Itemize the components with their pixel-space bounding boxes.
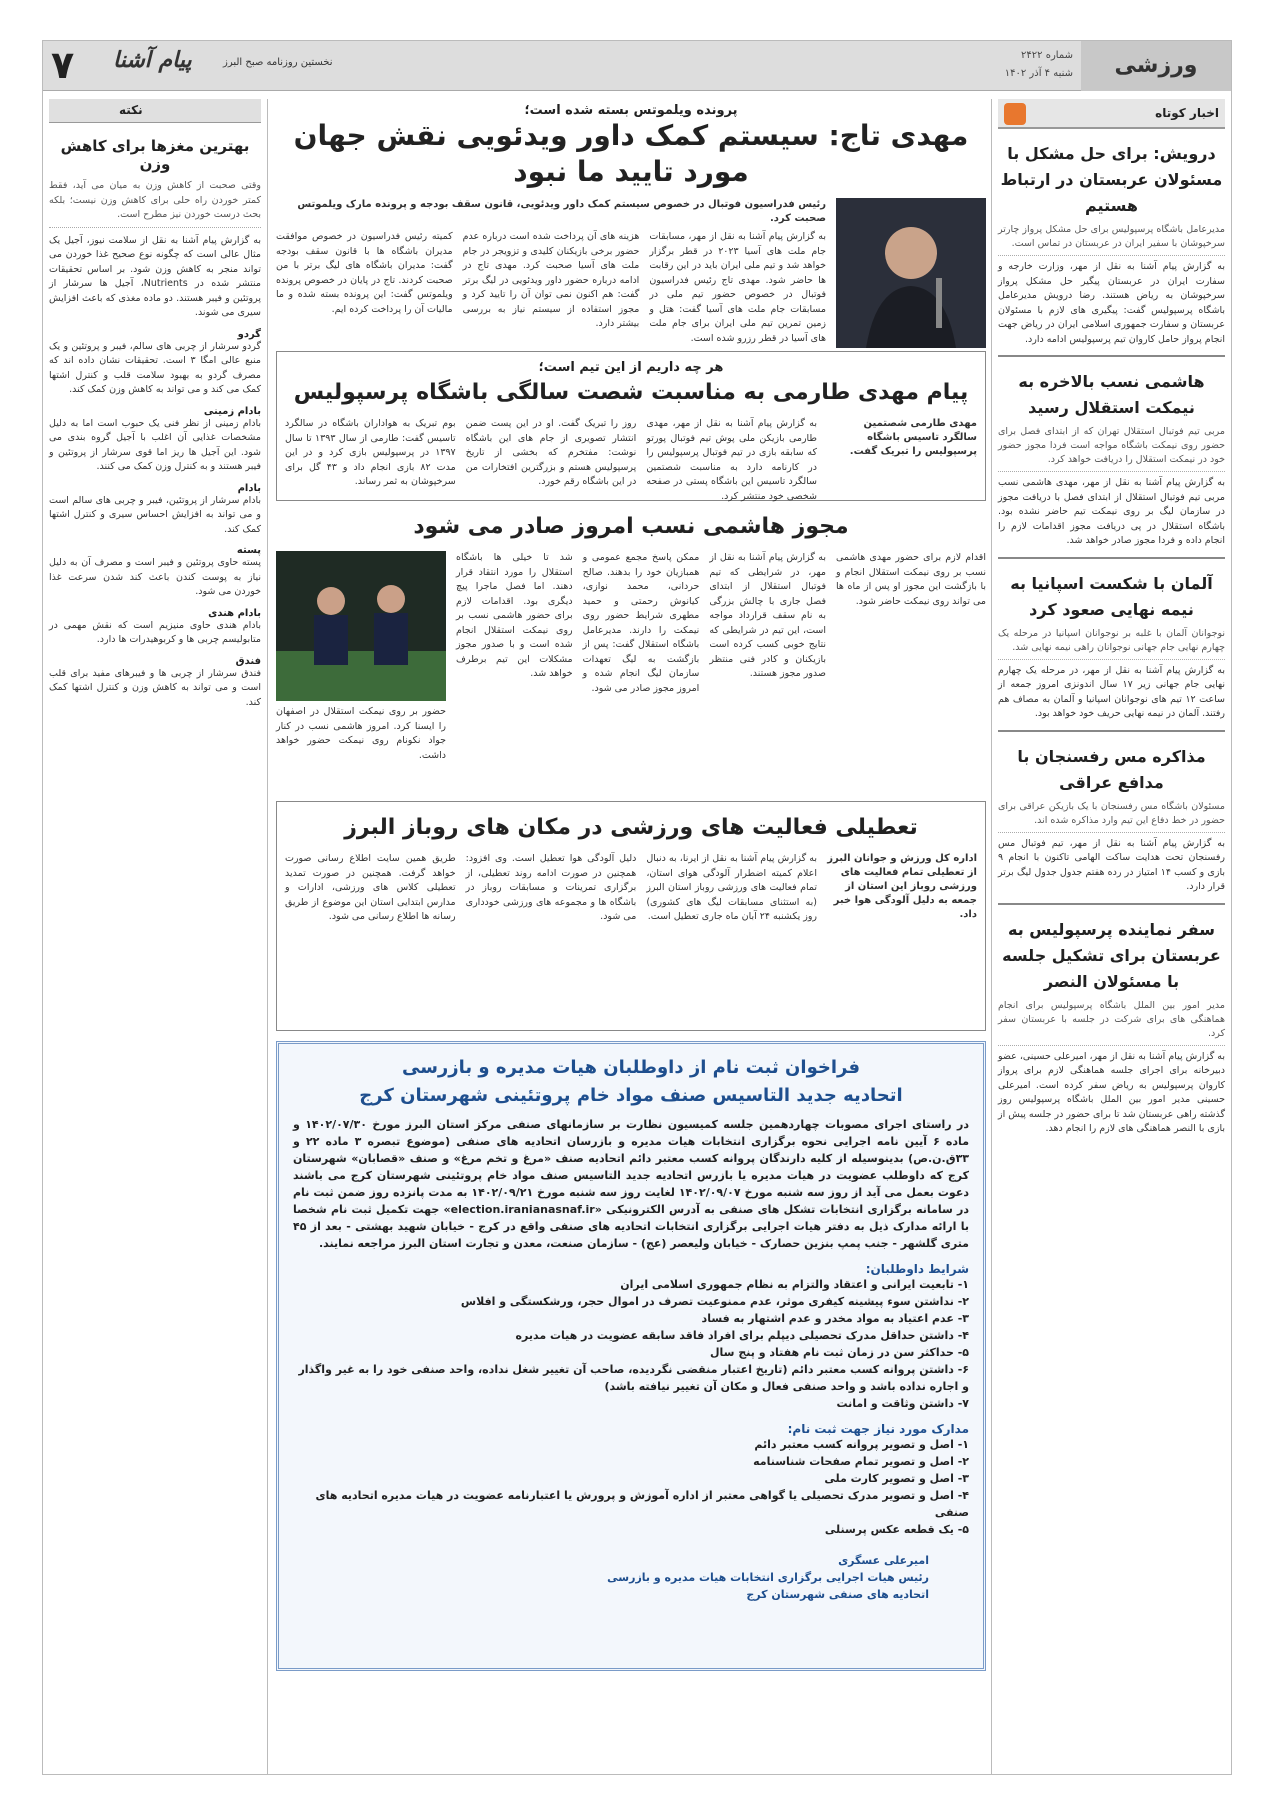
story-text: ممکن پاسخ مجمع عمومی و همبازیان خود را بدهند. صالح حردانی، محمد نوازی، کیانوش رحمتی و حمید مطهری شرایط حضور روی نیمکت را دارند. مدیرعامل باشگاه استقلال گفت: پس از بازگشت به لیگ تعهدات سازمان لیگ انجام شده و امروز مجوز صادر می شود. [582, 552, 700, 694]
ad-paragraph: در راستای اجرای مصوبات چهاردهمین جلسه کمیسیون نظارت بر سازمانهای صنفی مرکز استان البرز مورخ ۱۴۰۲/۰۷/۳۰ و ماده ۶ آیین نامه اجرایی نحوه برگزاری انتخابات هیات مدیره و بازرسان اتحادیه های صنفی (موضوع تبصره ۳ ماده ۲۲ و ۳۳ق.ن.ص) بدینوسیله از کلیه دارندگان پروانه کسب معتبر دائم اتحادیه صنف «مرغ و تخم مرغ» و صنف «قصابان» شهرستان کرج که داوطلب عضویت در هیات مدیره یا بازرس اتحادیه جدید التاسیس صنف مواد خام پروتئینی شهرستان کرج می باشند دعوت بعمل می آید از روز سه شنبه مورخ ۱۴۰۲/۰۹/۰۷ لغایت روز سه شنبه مورخ ۱۴۰۲/۰۹/۲۱ به مدت پانزده روز ضمن ثبت نام در سامانه برگزاری انتخابات تشکل های صنفی به آدرس الکترونیکی «election.iranianasnaf.ir» جهت تکمیل ثبت نام شخصا با ارائه مدارک ذیل به دفتر هیات اجرایی برگزاری انتخابات اتحادیه های صنفی واقع در کرج - خیابان شهید بهشتی - بعد از ۴۵ متری گلشهر - جنب پمپ بنزین حصارک - خیابان ولیعصر (عج) - سازمان صنعت، معدن و تجارت استان البرز مراجعه نمایند. [293, 1118, 970, 1250]
ad-title: فراخوان ثبت نام از داوطلبان هیات مدیره و بازرسی [402, 1057, 860, 1078]
story-taremi [276, 351, 986, 501]
story-photo-col [836, 198, 986, 348]
tip-text: فندق سرشار از چربی ها و فیبرهای مفید برای قلب است و می تواند به کاهش وزن و کنترل اشتها کمک کند. [49, 667, 261, 708]
issue-number: شماره ۲۴۲۲ [1021, 50, 1073, 61]
story-text: بوم تبریک به هواداران باشگاه در سالگرد تاسیس گفت: طارمی از سال ۱۳۹۳ تا سال ۱۳۹۷ در پرسپولیس بازی کرد و در این مدت ۸۲ بازی انجام داد و ۴۳ گل برای سرخپوشان به ثمر رساند. [284, 418, 456, 487]
signatory-role: رئیس هیات اجرایی برگزاری انتخابات هیات مدیره و بازرسی [607, 1571, 929, 1584]
signatory-name: امیرعلی عسگری [838, 1554, 929, 1567]
newspaper-page [42, 40, 1232, 1775]
issue-date: شنبه ۴ آذر ۱۴۰۲ [1004, 68, 1073, 79]
tip-text: بادام زمینی از نظر فنی یک حبوب است اما به دلیل مشخصات غذایی آن اغلب با آجیل گروه بندی می شود. این آجیل ها ریز اما قوی سرشار از پروتئین و فیبر هستند و به کنترل وزن کمک می کنند. [49, 417, 261, 472]
news-item [998, 141, 1225, 347]
story-text: به گزارش پیام آشنا به نقل از ایرنا، به دنبال اعلام کمیته اضطرار آلودگی هوای استان، تمام فعالیت های ورزشی روباز استان البرز (به استثنای مسابقات لیگ های کشوری) روز یکشنبه ۲۴ آبان ماه جاری تعطیل است. [646, 853, 817, 922]
short-news-bar [998, 99, 1225, 129]
condition-item: ۴- داشتن حداقل مدرک تحصیلی دیپلم برای افراد فاقد سابقه عضویت در هیات مدیره [515, 1329, 969, 1342]
rss-icon [1004, 103, 1026, 125]
story-text: روز را تبریک گفت. او در این پست ضمن انتشار تصویری از جام های این باشگاه نوشت: مفتخرم که بخشی از تاریخ پرسپولیس هستم و بزرگترین افتخارات من در این باشگاه رقم خورد. [465, 418, 637, 487]
news-title: هاشمی نسب بالاخره به نیمکت استقلال رسید [1018, 372, 1205, 417]
news-item [998, 571, 1225, 722]
tip-subhead: گردو [237, 328, 261, 340]
news-item [998, 917, 1225, 1137]
tip-intro: به گزارش پیام آشنا به نقل از سلامت نیوز، آجیل یک مثال عالی است که چگونه نوع صحیح غذا خوردن می تواند منجر به کاهش وزن شود. بر اساس تحقیقات منتشر شده در Nutrients، آجیل ها سرشار از پروتئین و فیبر هستند. دو ماده مغذی که باعث افزایش سیری می شوند. [49, 234, 261, 318]
tip-text: بادام هندی حاوی منیزیم است که نقش مهمی در متابولیسم چربی ها و کربوهیدرات ها دارد. [49, 619, 261, 645]
tip-subhead: فندق [235, 655, 261, 667]
taj-photo [836, 198, 986, 348]
photo-caption: حضور بر روی نیمکت استقلال در اصفهان را ایسنا کرد. امروز هاشمی نسب در کنار جواد نکونام روی نیمکت حضور خواهد داشت. [276, 706, 446, 761]
news-body: به گزارش پیام آشنا به نقل از مهر، در مرحله یک چهارم نهایی جام جهانی زیر ۱۷ سال اندونزی امروز جمعه از ساعت ۱۲ تیم های نوجوانان اسپانیا و آلمان به مصاف هم رفتند. آلمان در نیمه نهایی حریف خود خواهد بود. [998, 664, 1226, 719]
tagline: نخستین روزنامه صبح البرز [223, 57, 333, 68]
signature [293, 1552, 969, 1603]
story-text: کمیته رئیس فدراسیون در خصوص موافقت مدیران باشگاه ها با قانون سقف بودجه گفت: مدیران باشگاه های لیگ برتر با من صحبت کردند. تاج در پایان در خصوص پرونده ویلموتس گفت: این پرونده بسته شده و ما مالیات آن را پرداخت کرده ایم. [275, 231, 453, 315]
news-item [998, 744, 1225, 895]
tip-title: بهترین مغزها برای کاهش وزن [60, 137, 250, 173]
conditions-list [293, 1276, 969, 1412]
story-text: هزینه های آن پرداخت شده است درباره عدم حضور برخی بازیکنان کلیدی و تزویجر در جام ملت های آسیا صحبت کرد. مهدی تاج در ادامه درباره حضور داور ویدئویی در لیگ برتر گفت: هم اکنون نمی توان آن را تایید کرد و مجوز استفاده از سیستم نیاز به بررسی بیشتر دارد. [462, 231, 640, 329]
condition-item: ۶- داشتن پروانه کسب معتبر دائم (تاریخ اعتبار منقضی نگردیده، صاحب آن تغییر شغل نداده، واحد صنفی خود را به غیر واگذار و اجاره نداده باشد و واحد صنفی فعال و مکان آن تغییر نیافته باشد) [298, 1363, 969, 1393]
story-text: دلیل آلودگی هوا تعطیل است. وی افزود: همچنین در صورت ادامه روند تعطیلی، از برگزاری تمرینات و مسابقات روباز در باشگاه ها و مجموعه های ورزشی خودداری می شود. [465, 853, 637, 922]
documents-list [293, 1436, 969, 1538]
story-lead: اداره کل ورزش و جوانان البرز از تعطیلی تمام فعالیت های ورزشی روباز این استان از جمعه به دلیل آلودگی هوا خبر داد. [827, 853, 977, 920]
news-summary: مدیرعامل باشگاه پرسپولیس برای حل مشکل پرواز چارتر سرخپوشان با سفیر ایران در عربستان در تماس است. [998, 223, 1225, 256]
story-text: به گزارش پیام آشنا به نقل از مهر، در شرایطی که تیم فوتبال استقلال از ابتدای فصل جاری با چالش بزرگی به نام سقف قرارداد مواجه است، این تیم در شرایطی که نتایج خوبی کسب کرده است بازیکنان و کادر فنی منتظر صدور مجوز هستند. [709, 552, 826, 679]
story-lead: رئیس فدراسیون فوتبال در خصوص سیستم کمک داور ویدئویی، قانون سقف بودجه و پرونده مارک ویلموتس صحبت کرد. [297, 199, 826, 224]
document-item: ۴- اصل و تصویر مدرک تحصیلی یا گواهی معتبر از اداره آموزش و پرورش یا اعتبارنامه عضویت در هیات مدیره اتحادیه های صنفی [315, 1489, 969, 1519]
story-text: به گزارش پیام آشنا به نقل از مهر، مهدی طارمی بازیکن ملی پوش تیم فوتبال پورتو که سابقه بازی در تیم فوتبال پرسپولیس را در کارنامه دارد به مناسبت شصتمین سالگرد تاسیس این باشگاه پستی در صفحه شخصی خود منتشر کرد. [646, 418, 817, 502]
tip-subhead: بادام [237, 482, 261, 494]
story-headline: مجوز هاشمی نسب امروز صادر می شود [413, 514, 849, 539]
story-kicker: پرونده ویلموتس بسته شده است؛ [524, 103, 738, 118]
tip-subhead: پسته [236, 545, 261, 556]
tip-text: گردو سرشار از چربی های سالم، فیبر و پروتئین و یک منبع عالی امگا ۳ است. تحقیقات نشان داده اند که مصرف گردو به بهبود سلامت قلب و کنترل اشتها کمک می کند و می تواند به کاهش وزن کمک کند. [49, 340, 261, 395]
page-header [43, 41, 1231, 91]
condition-item: ۱- تابعیت ایرانی و اعتقاد والتزام به نظام جمهوری اسلامی ایران [620, 1278, 969, 1291]
document-item: ۲- اصل و تصویر تمام صفحات شناسنامه [753, 1455, 969, 1468]
conditions-title: شرایط داوطلبان: [865, 1262, 969, 1276]
story-taj [276, 103, 986, 343]
tip-label: نکته [119, 103, 143, 117]
news-title: سفر نماینده پرسپولیس به عربستان برای تشکیل جلسه با مسئولان النصر [1002, 919, 1221, 991]
story-headline: پیام مهدی طارمی به مناسبت شصت سالگی باشگاه پرسپولیس [293, 380, 969, 405]
story-alborz [276, 801, 986, 1031]
tip-subhead: بادام زمینی [203, 405, 261, 417]
document-item: ۳- اصل و تصویر کارت ملی [824, 1472, 969, 1485]
short-news-column [991, 99, 1231, 1774]
news-title: درویش: برای حل مشکل با مسئولان عربستان در ارتباط هستیم [1000, 144, 1223, 215]
story-hashemi [276, 509, 986, 789]
condition-item: ۳- عدم اعتیاد به مواد مخدر و عدم اشتهار به فساد [701, 1312, 969, 1325]
condition-item: ۵- حداکثر سن در زمان ثبت نام هفتاد و پنج سال [710, 1346, 969, 1359]
page-number: ۷ [51, 43, 75, 87]
signatory-org: اتحادیه های صنفی شهرستان کرج [746, 1588, 929, 1601]
registration-announcement [276, 1041, 986, 1671]
person-at-microphone-image [836, 198, 986, 348]
news-body: به گزارش پیام آشنا به نقل از مهر، وزارت خارجه و سفارت ایران در عربستان پیگیر حل مشکل پرواز سرخپوشان به ریاض هستند. رضا درویش مدیرعامل باشگاه پرسپولیس گفت: پیگیری های لازم با مسئولان عربستان و سفارت جمهوری اسلامی ایران در ریاض جهت انجام پرواز حامل کاروان تیم پرسپولیس ادامه دارد. [998, 261, 1225, 345]
tip-bar [49, 99, 261, 123]
tip-column [43, 99, 268, 1774]
newspaper-logo: پیام آشنا [113, 47, 192, 73]
section-title: ورزشی [1081, 41, 1231, 91]
tip-summary: وقتی صحبت از کاهش وزن به میان می آید، فقط کمتر خوردن راه حلی برای کاهش وزن نیست؛ بلکه بحث درست خوردن نیز مطرح است. [49, 179, 261, 228]
short-news-label: اخبار کوتاه [1155, 106, 1219, 120]
news-summary: مدیر امور بین الملل باشگاه پرسپولیس برای انجام هماهنگی های برای شرکت در جلسه با عربستان سفر کرد. [998, 999, 1225, 1046]
news-summary: مسئولان باشگاه مس رفسنجان با یک بازیکن عراقی برای حضور در خط دفاع این تیم وارد مذاکره شده اند. [998, 800, 1225, 833]
news-summary: مربی تیم فوتبال استقلال تهران که از ابتدای فصل برای حضور روی نیمکت باشگاه مواجه است فردا مجوز حضور خود در نیمکت استقلال را دریافت خواهد کرد. [998, 425, 1225, 472]
condition-item: ۲- نداشتن سوء پیشینه کیفری موثر، عدم ممنوعیت تصرف در اموال حجر، ورشکستگی و افلاس [460, 1295, 969, 1308]
news-title: مذاکره مس رفسنجان با مدافع عراقی [1017, 746, 1206, 792]
tip-text: پسته حاوی پروتئین و فیبر است و مصرف آن به دلیل نیاز به پوست کندن باعث کند شدن سرعت غذا خوردن می شود. [49, 557, 261, 597]
story-text: شد تا خیلی ها باشگاه استقلال را مورد انتقاد قرار دهند. اما فصل ماجرا پیچ دیگری بود. اقدامات لازم برای حضور هاشمی نسب بر روی نیمکت استقلال انجام شده است و با صدور مجوز مشکلات این تیم برطرف خواهد شد. [455, 552, 573, 679]
story-lead: مهدی طارمی شصتمین سالگرد تاسیس باشگاه پرسپولیس را تبریک گفت. [849, 418, 977, 457]
news-title: آلمان با شکست اسپانیا به نیمه نهایی صعود کرد [1010, 573, 1213, 619]
story-headline: تعطیلی فعالیت های ورزشی در مکان های روباز البرز [344, 815, 918, 840]
condition-item: ۷- داشتن وثاقت و امانت [836, 1397, 969, 1410]
tip-text: بادام سرشار از پروتئین، فیبر و چربی های سالم است و می تواند به افزایش احساس سیری و کنترل اشتها کمک کند. [49, 494, 261, 535]
news-body: به گزارش پیام آشنا به نقل از مهر، امیرعلی حسینی، عضو دبیرخانه برای اجرای جلسه هماهنگی لازم برای پرواز کاروان پرسپولیس به ریاض سفر کرده است. امیرعلی حسینی مدیر امور بین الملل باشگاه پرسپولیس روز گذشته راهی عربستان شد تا برای حضور در جلسه پیش از بازی با النصر هماهنگی های لازم را انجام دهد. [997, 1050, 1225, 1134]
document-item: ۵- یک قطعه عکس پرسنلی [824, 1523, 969, 1536]
story-text: طریق همین سایت اطلاع رسانی صورت خواهد گرفت. همچنین در صورت تمدید تعطیلی کلاس های ورزشی، ادارات و مدارس ابتدایی استان این موضوع از طریق رسانه ها اطلاع رسانی می شود. [284, 853, 456, 922]
news-body: به گزارش پیام آشنا به نقل از مهر، مهدی هاشمی نسب مربی تیم فوتبال استقلال از ابتدای فصل با دریافت مجوز در سازمان لیگ بر روی نیمکت تیم حاضر نشده بود. باشگاه استقلال در پی دریافت مجوز اقدامات لازم را انجام داده و فردا مجوز صادر خواهد شد. [998, 477, 1225, 546]
story-kicker: هر چه داریم از این تیم است؛ [538, 360, 724, 375]
story-lead: اقدام لازم برای حضور مهدی هاشمی نسب بر روی نیمکت استقلال انجام و با بازگشت این مجوز او پس از ماه ها می تواند روی نیمکت حاضر شود. [836, 552, 986, 607]
news-item [998, 369, 1225, 549]
story-text: به گزارش پیام آشنا به نقل از مهر، مسابقات جام ملت های آسیا ۲۰۲۳ در قطر برگزار خواهد شد و تیم ملی ایران باید در این رقابت ها حاضر شود. مهدی تاج رئیس فدراسیون فوتبال در خصوص حضور تیم ملی در مسابقات جام ملت های آسیا گفت: هتل و زمین تمرین تیم ملی ایران برای جام ملت های آسیا در قطر رزرو شده است. [649, 231, 826, 344]
tip-subhead: بادام هندی [208, 607, 261, 619]
coaches-on-bench-image [276, 551, 446, 701]
news-body: به گزارش پیام آشنا به نقل از مهر، تیم فوتبال مس رفسنجان تحت هدایت ساکت الهامی تاکنون با انجام ۹ بازی و کسب ۱۴ امتیاز در رده هفتم جدول جدول لیگ برتر قرار دارد. [998, 837, 1225, 892]
coaches-photo [276, 551, 446, 701]
ad-subtitle: اتحادیه جدید التاسیس صنف مواد خام پروتئینی شهرستان کرج [359, 1085, 903, 1106]
document-item: ۱- اصل و تصویر پروانه کسب معتبر دائم [754, 1438, 969, 1451]
documents-title: مدارک مورد نیاز جهت ثبت نام: [787, 1422, 969, 1436]
news-summary: نوجوانان آلمان با غلبه بر نوجوانان اسپانیا در مرحله یک چهارم نهایی جام جهانی نوجوانان راهی نیمه نهایی شد. [998, 627, 1225, 660]
issue-info [1005, 47, 1073, 83]
story-headline: مهدی تاج: سیستم کمک داور ویدئویی نقش جهان مورد تایید ما نبود [293, 119, 969, 188]
